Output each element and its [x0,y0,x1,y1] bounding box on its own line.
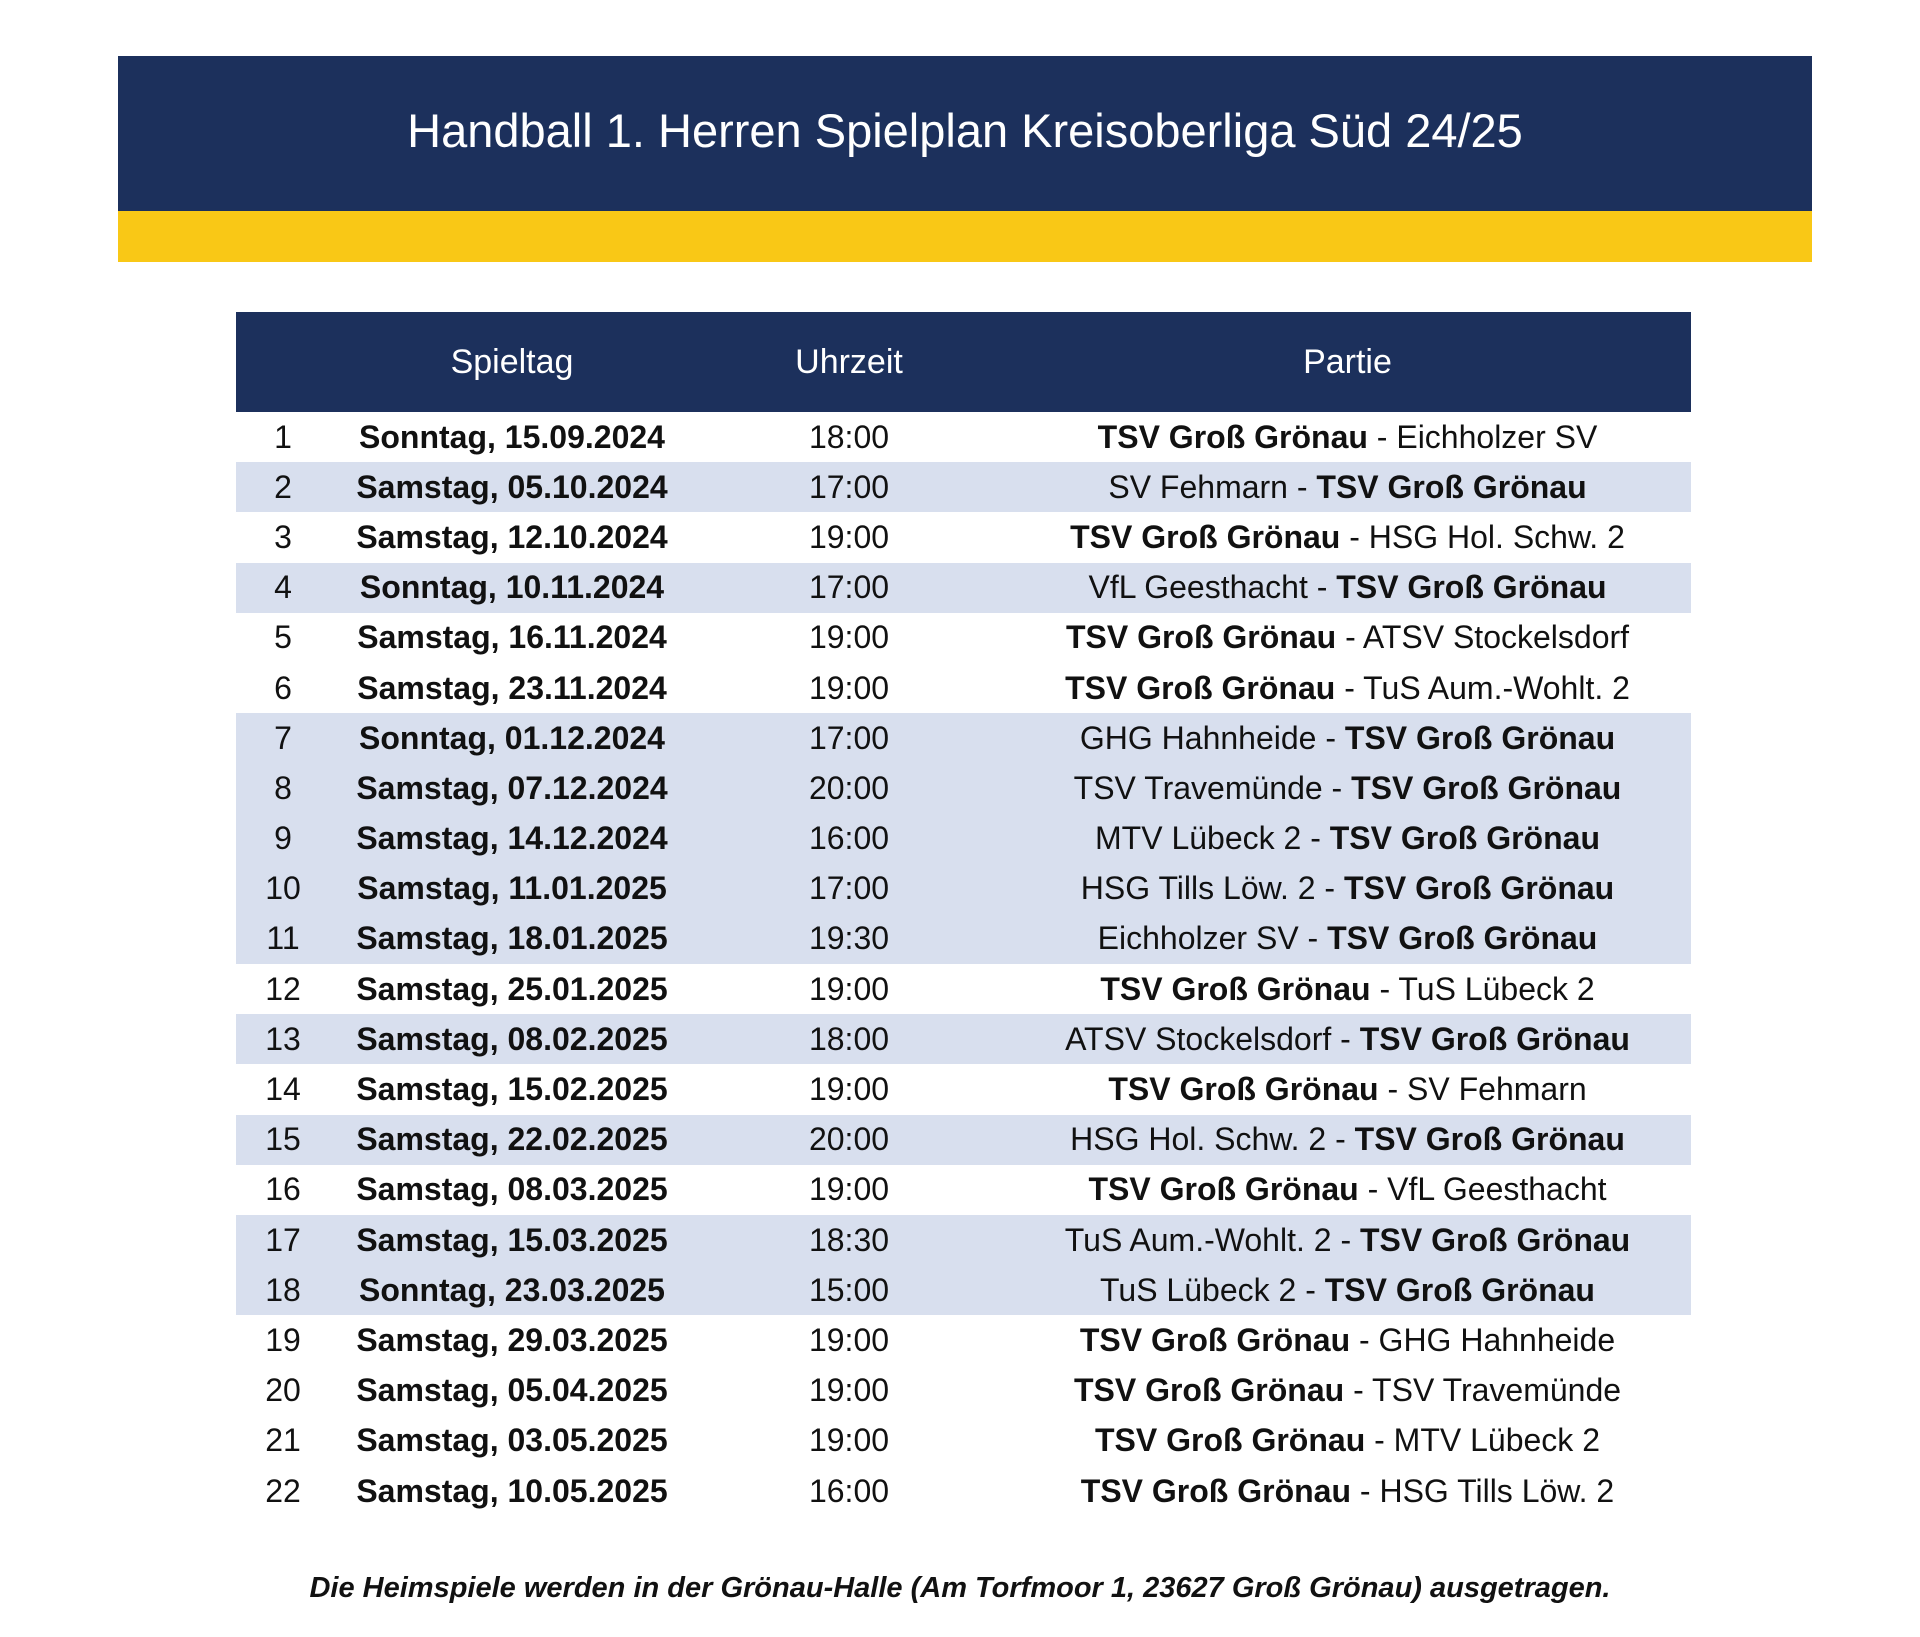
matchday-number: 2 [274,468,292,505]
pairing-separator: - [1296,1271,1325,1308]
matchday-number: 8 [274,769,292,806]
title-banner [118,56,1812,211]
away-team: TSV Groß Grönau [1316,468,1587,505]
away-team: TuS Lübeck 2 [1398,970,1595,1007]
match-date: Samstag, 22.02.2025 [356,1121,668,1158]
match-date: Sonntag, 23.03.2025 [359,1271,665,1308]
matchday-number: 14 [265,1071,301,1108]
home-team: TSV Travemünde [1073,769,1323,806]
match-pairing [1004,713,1691,763]
match-pairing [1004,1064,1691,1114]
pairing-separator: - [1365,1422,1394,1459]
table-row [236,563,1691,613]
matchday-number: 11 [266,920,300,957]
match-time: 19:00 [808,669,890,706]
match-pairing [1004,1165,1691,1215]
table-row [236,1416,1691,1466]
match-date: Samstag, 18.01.2025 [356,920,668,957]
pairing-separator: - [1322,769,1352,806]
matchday-number: 22 [265,1472,301,1509]
match-date: Samstag, 08.02.2025 [356,1020,668,1057]
table-row [236,1165,1691,1215]
home-team: HSG Tills Löw. 2 [1080,870,1316,907]
table-row [236,613,1691,663]
pairing-separator: - [1367,418,1397,455]
away-team: TuS Aum.-Wohlt. 2 [1363,669,1630,706]
home-team: TSV Groß Grönau [1108,1071,1379,1108]
matchday-number: 12 [265,970,301,1007]
home-team: VfL Geesthacht [1088,569,1308,606]
home-team: TuS Lübeck 2 [1100,1271,1297,1308]
table-row [236,1265,1691,1315]
match-pairing [1004,1014,1691,1064]
match-date: Sonntag, 10.11.2024 [359,569,665,606]
table-row [236,1064,1691,1114]
matchday-number: 7 [274,719,292,756]
home-team: TSV Groß Grönau [1065,669,1336,706]
match-date: Samstag, 05.04.2025 [356,1372,668,1409]
table-row [236,1115,1691,1165]
away-team: TSV Groß Grönau [1351,769,1622,806]
away-team: TSV Groß Grönau [1329,820,1600,857]
pairing-separator: - [1315,870,1344,907]
matchday-number: 5 [274,619,292,656]
home-team: TSV Groß Grönau [1088,1171,1359,1208]
pairing-separator: - [1301,820,1330,857]
pairing-separator: - [1287,468,1317,505]
table-row [236,1466,1691,1516]
match-pairing [1004,914,1691,964]
table-row [236,412,1691,462]
match-date: Samstag, 08.03.2025 [356,1171,668,1208]
home-team: TSV Groß Grönau [1073,1372,1345,1409]
match-date: Samstag, 29.03.2025 [356,1321,668,1358]
matchday-number: 16 [265,1171,301,1208]
away-team: MTV Lübeck 2 [1393,1422,1600,1459]
home-team: TSV Groß Grönau [1100,970,1371,1007]
away-team: VfL Geesthacht [1387,1171,1607,1208]
match-date: Samstag, 03.05.2025 [356,1422,668,1459]
match-time: 17:00 [808,719,890,756]
home-team: MTV Lübeck 2 [1095,820,1302,857]
match-date: Samstag, 25.01.2025 [356,970,668,1007]
pairing-separator: - [1344,1372,1373,1409]
home-team: TSV Groß Grönau [1079,1321,1351,1358]
matchday-number: 9 [274,820,292,857]
match-time: 16:00 [808,1472,890,1509]
away-team: TSV Groß Grönau [1343,870,1615,907]
match-pairing [1004,563,1691,613]
match-time: 16:00 [808,820,890,857]
match-pairing [1004,814,1691,864]
match-date: Samstag, 07.12.2024 [356,769,668,806]
match-pairing [1004,462,1691,512]
header-number [236,312,330,412]
table-row [236,663,1691,713]
away-team: GHG Hahnheide [1378,1321,1616,1358]
match-time: 18:30 [808,1221,890,1258]
matchday-number: 20 [265,1372,301,1409]
matchday-number: 15 [265,1121,301,1158]
match-time: 18:00 [808,1020,890,1057]
table-row [236,512,1691,562]
home-team: TSV Groß Grönau [1097,418,1368,455]
table-row [236,713,1691,763]
match-time: 19:00 [808,970,890,1007]
match-pairing [1004,1466,1691,1516]
matchday-number: 19 [265,1321,301,1358]
match-pairing [1004,1115,1691,1165]
match-pairing [1004,1215,1691,1265]
pairing-separator: - [1307,569,1337,606]
match-pairing [1004,1366,1691,1416]
table-row [236,763,1691,813]
match-pairing [1004,763,1691,813]
match-pairing [1004,1416,1691,1466]
matchday-number: 18 [265,1271,301,1308]
match-date: Samstag, 15.02.2025 [356,1071,668,1108]
match-date: Samstag, 05.10.2024 [356,468,668,505]
away-team: TSV Travemünde [1372,1372,1622,1409]
table-header-row [236,312,1691,412]
header-partie: Partie [1303,342,1392,381]
matchday-number: 1 [274,418,292,455]
match-pairing [1004,512,1691,562]
pairing-separator: - [1298,920,1328,957]
match-pairing [1004,613,1691,663]
schedule-table [236,312,1691,1516]
match-time: 20:00 [808,1121,890,1158]
match-time: 20:00 [808,769,890,806]
pairing-separator: - [1326,1121,1355,1158]
match-pairing [1004,663,1691,713]
home-team: TSV Groß Grönau [1080,1472,1352,1509]
match-date: Samstag, 11.01.2025 [357,870,667,907]
match-time: 15:00 [808,1271,890,1308]
match-time: 17:00 [808,468,890,505]
table-row [236,814,1691,864]
pairing-separator: - [1358,1171,1388,1208]
match-time: 19:00 [808,518,890,555]
pairing-separator: - [1331,1221,1360,1258]
match-time: 17:00 [808,870,890,907]
pairing-separator: - [1351,1472,1380,1509]
home-team: TSV Groß Grönau [1065,619,1337,656]
header-spieltag: Spieltag [450,342,574,381]
matchday-number: 4 [274,569,292,606]
match-pairing [1004,1265,1691,1315]
pairing-separator: - [1350,1321,1379,1358]
match-time: 19:00 [808,619,890,656]
table-row [236,1315,1691,1365]
pairing-separator: - [1335,669,1364,706]
match-date: Sonntag, 01.12.2024 [359,719,665,756]
table-row [236,1366,1691,1416]
matchday-number: 3 [274,518,292,555]
match-time: 19:00 [808,1071,890,1108]
match-time: 19:00 [808,1171,890,1208]
match-date: Samstag, 15.03.2025 [356,1221,668,1258]
match-date: Samstag, 16.11.2024 [357,619,667,656]
match-pairing [1004,412,1691,462]
pairing-separator: - [1331,1020,1360,1057]
away-team: TSV Groß Grönau [1354,1121,1625,1158]
home-team: Eichholzer SV [1097,920,1299,957]
match-date: Samstag, 14.12.2024 [356,820,668,857]
match-pairing [1004,964,1691,1014]
matchday-number: 10 [265,870,301,907]
away-team: HSG Tills Löw. 2 [1379,1472,1615,1509]
away-team: ATSV Stockelsdorf [1362,619,1630,656]
away-team: Eichholzer SV [1396,418,1598,455]
matchday-number: 6 [274,669,292,706]
table-row [236,964,1691,1014]
table-row [236,864,1691,914]
pairing-separator: - [1336,619,1363,656]
page-title: Handball 1. Herren Spielplan Kreisoberliga Süd 24/25 [407,104,1523,157]
away-team: HSG Hol. Schw. 2 [1368,518,1625,555]
matchday-number: 17 [265,1221,301,1258]
schedule-rows [236,412,1691,1516]
pairing-separator: - [1316,719,1345,756]
pairing-separator: - [1370,970,1399,1007]
match-time: 17:00 [808,569,890,606]
banner-accent-stripe [118,211,1812,262]
match-date: Samstag, 10.05.2025 [356,1472,668,1509]
match-date: Samstag, 23.11.2024 [357,669,667,706]
matchday-number: 13 [265,1020,301,1057]
home-team: TSV Groß Grönau [1095,1422,1366,1459]
pairing-separator: - [1340,518,1369,555]
match-time: 19:00 [808,1321,890,1358]
table-row [236,914,1691,964]
match-date: Sonntag, 15.09.2024 [359,418,665,455]
home-team: GHG Hahnheide [1079,719,1317,756]
home-team: HSG Hol. Schw. 2 [1070,1121,1327,1158]
venue-footnote: Die Heimspiele werden in der Grönau-Halle (Am Torfmoor 1, 23627 Groß Grönau) ausgetragen. [309,1572,1611,1604]
home-team: SV Fehmarn [1108,468,1288,505]
table-row [236,1215,1691,1265]
table-row [236,1014,1691,1064]
away-team: TSV Groß Grönau [1327,920,1598,957]
away-team: TSV Groß Grönau [1344,719,1616,756]
home-team: TuS Aum.-Wohlt. 2 [1064,1221,1332,1258]
match-time: 19:30 [808,920,890,957]
home-team: ATSV Stockelsdorf [1065,1020,1332,1057]
match-time: 19:00 [808,1422,890,1459]
match-time: 18:00 [808,418,890,455]
match-pairing [1004,864,1691,914]
table-row [236,462,1691,512]
matchday-number: 21 [265,1422,301,1459]
pairing-separator: - [1378,1071,1408,1108]
away-team: TSV Groß Grönau [1359,1020,1630,1057]
match-time: 19:00 [808,1372,890,1409]
away-team: TSV Groß Grönau [1324,1271,1595,1308]
away-team: TSV Groß Grönau [1336,569,1607,606]
home-team: TSV Groß Grönau [1070,518,1341,555]
match-date: Samstag, 12.10.2024 [356,518,668,555]
match-pairing [1004,1315,1691,1365]
away-team: SV Fehmarn [1407,1071,1587,1108]
header-uhrzeit: Uhrzeit [795,342,903,381]
away-team: TSV Groß Grönau [1359,1221,1631,1258]
